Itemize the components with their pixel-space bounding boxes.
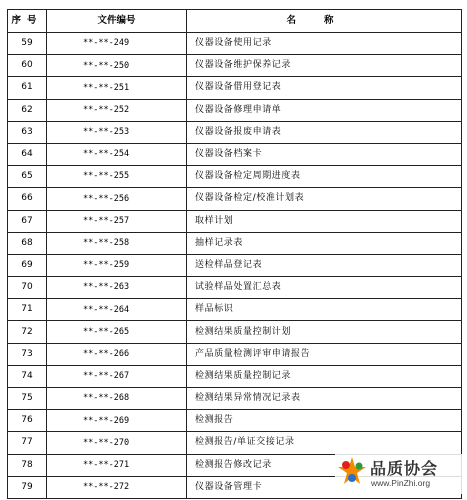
row-document-name: 检测报告/单证交接记录 bbox=[187, 432, 462, 454]
row-serial-number: 72 bbox=[8, 321, 47, 343]
row-document-name: 仪器设备管理卡 bbox=[187, 476, 462, 498]
row-document-name: 检测结果异常情况记录表 bbox=[187, 388, 462, 410]
row-serial-number: 61 bbox=[8, 77, 47, 99]
table-row bbox=[8, 343, 462, 365]
row-serial-number: 62 bbox=[8, 99, 47, 121]
row-document-name: 试验样品处置汇总表 bbox=[187, 277, 462, 299]
header-row bbox=[8, 10, 462, 33]
header-name: 名称 bbox=[187, 10, 462, 33]
row-serial-number: 74 bbox=[8, 365, 47, 387]
row-file-code: **-**-268 bbox=[47, 388, 187, 410]
row-serial-number: 64 bbox=[8, 143, 47, 165]
table-row bbox=[8, 365, 462, 387]
row-file-code: **-**-259 bbox=[47, 254, 187, 276]
watermark-brand: 品质协会 bbox=[370, 459, 439, 478]
row-file-code: **-**-267 bbox=[47, 365, 187, 387]
pinzhi-logo-icon bbox=[337, 456, 367, 486]
row-serial-number: 60 bbox=[8, 55, 47, 77]
row-document-name: 检测结果质量控制记录 bbox=[187, 365, 462, 387]
table-row bbox=[8, 254, 462, 276]
row-serial-number: 63 bbox=[8, 121, 47, 143]
row-document-name: 样品标识 bbox=[187, 299, 462, 321]
row-document-name: 送检样品登记表 bbox=[187, 254, 462, 276]
table-row bbox=[8, 432, 462, 454]
row-file-code: **-**-263 bbox=[47, 277, 187, 299]
row-file-code: **-**-256 bbox=[47, 188, 187, 210]
row-serial-number: 76 bbox=[8, 410, 47, 432]
row-serial-number: 79 bbox=[8, 476, 47, 498]
row-file-code: **-**-255 bbox=[47, 166, 187, 188]
table-row bbox=[8, 299, 462, 321]
row-serial-number: 71 bbox=[8, 299, 47, 321]
row-file-code: **-**-271 bbox=[47, 454, 187, 476]
row-file-code: **-**-265 bbox=[47, 321, 187, 343]
document-table-container bbox=[7, 9, 461, 499]
row-file-code: **-**-252 bbox=[47, 99, 187, 121]
row-file-code: **-**-258 bbox=[47, 232, 187, 254]
row-file-code: **-**-249 bbox=[47, 33, 187, 55]
row-serial-number: 66 bbox=[8, 188, 47, 210]
row-document-name: 仪器设备报废申请表 bbox=[187, 121, 462, 143]
row-serial-number: 67 bbox=[8, 210, 47, 232]
row-file-code: **-**-251 bbox=[47, 77, 187, 99]
row-document-name: 取样计划 bbox=[187, 210, 462, 232]
table-row bbox=[8, 410, 462, 432]
table-row bbox=[8, 77, 462, 99]
file-list-table bbox=[7, 9, 462, 499]
row-serial-number: 59 bbox=[8, 33, 47, 55]
row-file-code: **-**-272 bbox=[47, 476, 187, 498]
row-document-name: 检测报告修改记录 bbox=[187, 454, 462, 476]
row-serial-number: 78 bbox=[8, 454, 47, 476]
row-serial-number: 77 bbox=[8, 432, 47, 454]
row-document-name: 仪器设备维护保养记录 bbox=[187, 55, 462, 77]
row-file-code: **-**-264 bbox=[47, 299, 187, 321]
table-row bbox=[8, 388, 462, 410]
row-serial-number: 65 bbox=[8, 166, 47, 188]
row-document-name: 仪器设备借用登记表 bbox=[187, 77, 462, 99]
table-row bbox=[8, 55, 462, 77]
watermark-url: www.PinZhi.org bbox=[371, 478, 431, 488]
row-document-name: 仪器设备检定/校准计划表 bbox=[187, 188, 462, 210]
table-row bbox=[8, 99, 462, 121]
table-header bbox=[8, 10, 462, 33]
table-row bbox=[8, 277, 462, 299]
row-serial-number: 73 bbox=[8, 343, 47, 365]
table-row bbox=[8, 121, 462, 143]
row-file-code: **-**-250 bbox=[47, 55, 187, 77]
row-file-code: **-**-270 bbox=[47, 432, 187, 454]
row-file-code: **-**-266 bbox=[47, 343, 187, 365]
row-serial-number: 70 bbox=[8, 277, 47, 299]
table-row bbox=[8, 166, 462, 188]
header-serial-number: 序号 bbox=[8, 10, 47, 33]
header-file-code: 文件编号 bbox=[47, 10, 187, 33]
row-document-name: 产品质量检测评审申请报告 bbox=[187, 343, 462, 365]
table-row bbox=[8, 210, 462, 232]
table-row bbox=[8, 188, 462, 210]
row-serial-number: 75 bbox=[8, 388, 47, 410]
row-file-code: **-**-257 bbox=[47, 210, 187, 232]
row-document-name: 检测报告 bbox=[187, 410, 462, 432]
row-file-code: **-**-254 bbox=[47, 143, 187, 165]
row-document-name: 仪器设备档案卡 bbox=[187, 143, 462, 165]
row-serial-number: 68 bbox=[8, 232, 47, 254]
row-document-name: 仪器设备修理申请单 bbox=[187, 99, 462, 121]
row-document-name: 仪器设备使用记录 bbox=[187, 33, 462, 55]
watermark-logo bbox=[335, 454, 463, 494]
table-row bbox=[8, 321, 462, 343]
row-file-code: **-**-269 bbox=[47, 410, 187, 432]
row-document-name: 抽样记录表 bbox=[187, 232, 462, 254]
row-document-name: 检测结果质量控制计划 bbox=[187, 321, 462, 343]
table-body bbox=[8, 33, 462, 499]
row-serial-number: 69 bbox=[8, 254, 47, 276]
table-row bbox=[8, 143, 462, 165]
row-document-name: 仪器设备检定周期进度表 bbox=[187, 166, 462, 188]
table-row bbox=[8, 33, 462, 55]
row-file-code: **-**-253 bbox=[47, 121, 187, 143]
table-row bbox=[8, 232, 462, 254]
